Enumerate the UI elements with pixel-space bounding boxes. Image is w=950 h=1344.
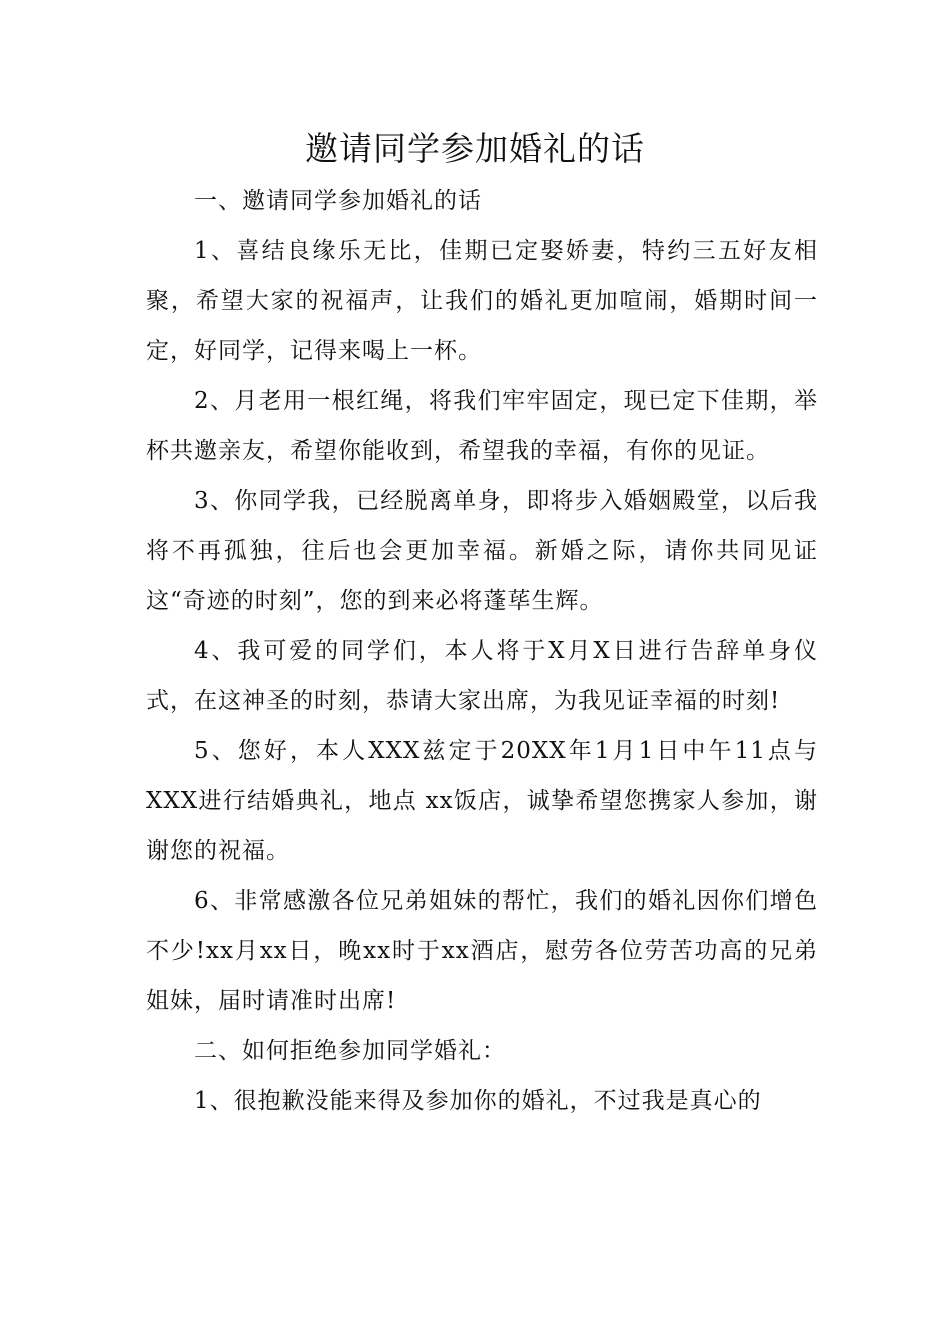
document-body	[146, 176, 818, 1126]
paragraph: 4、我可爱的同学们，本人将于X月X日进行告辞单身仪式，在这神圣的时刻，恭请大家出席，为我见证幸福的时刻!	[146, 638, 818, 714]
paragraph: 3、你同学我，已经脱离单身，即将步入婚姻殿堂，以后我将不再孤独，往后也会更加幸福。新婚之际，请你共同见证这“奇迹的时刻”，您的到来必将蓬荜生辉。	[146, 488, 818, 614]
document-title: 邀请同学参加婚礼的话	[305, 129, 645, 168]
section-heading: 一、邀请同学参加婚礼的话	[194, 188, 482, 214]
paragraph: 6、非常感激各位兄弟姐妹的帮忙，我们的婚礼因你们增色不少!xx月xx日，晚xx时于xx酒店，慰劳各位劳苦功高的兄弟姐妹，届时请准时出席!	[146, 888, 818, 1014]
paragraph: 1、喜结良缘乐无比，佳期已定娶娇妻，特约三五好友相聚，希望大家的祝福声，让我们的婚礼更加喧闹，婚期时间一定，好同学，记得来喝上一杯。	[146, 238, 818, 364]
paragraph: 5、您好，本人XXX兹定于20XX年1月1日中午11点与XXX进行结婚典礼，地点 xx饭店，诚挚希望您携家人参加，谢谢您的祝福。	[146, 738, 818, 864]
section-heading: 二、如何拒绝参加同学婚礼：	[194, 1038, 506, 1064]
paragraph: 1、很抱歉没能来得及参加你的婚礼，不过我是真心的	[194, 1088, 762, 1114]
paragraph: 2、月老用一根红绳，将我们牢牢固定，现已定下佳期，举杯共邀亲友，希望你能收到，希望我的幸福，有你的见证。	[146, 388, 818, 464]
